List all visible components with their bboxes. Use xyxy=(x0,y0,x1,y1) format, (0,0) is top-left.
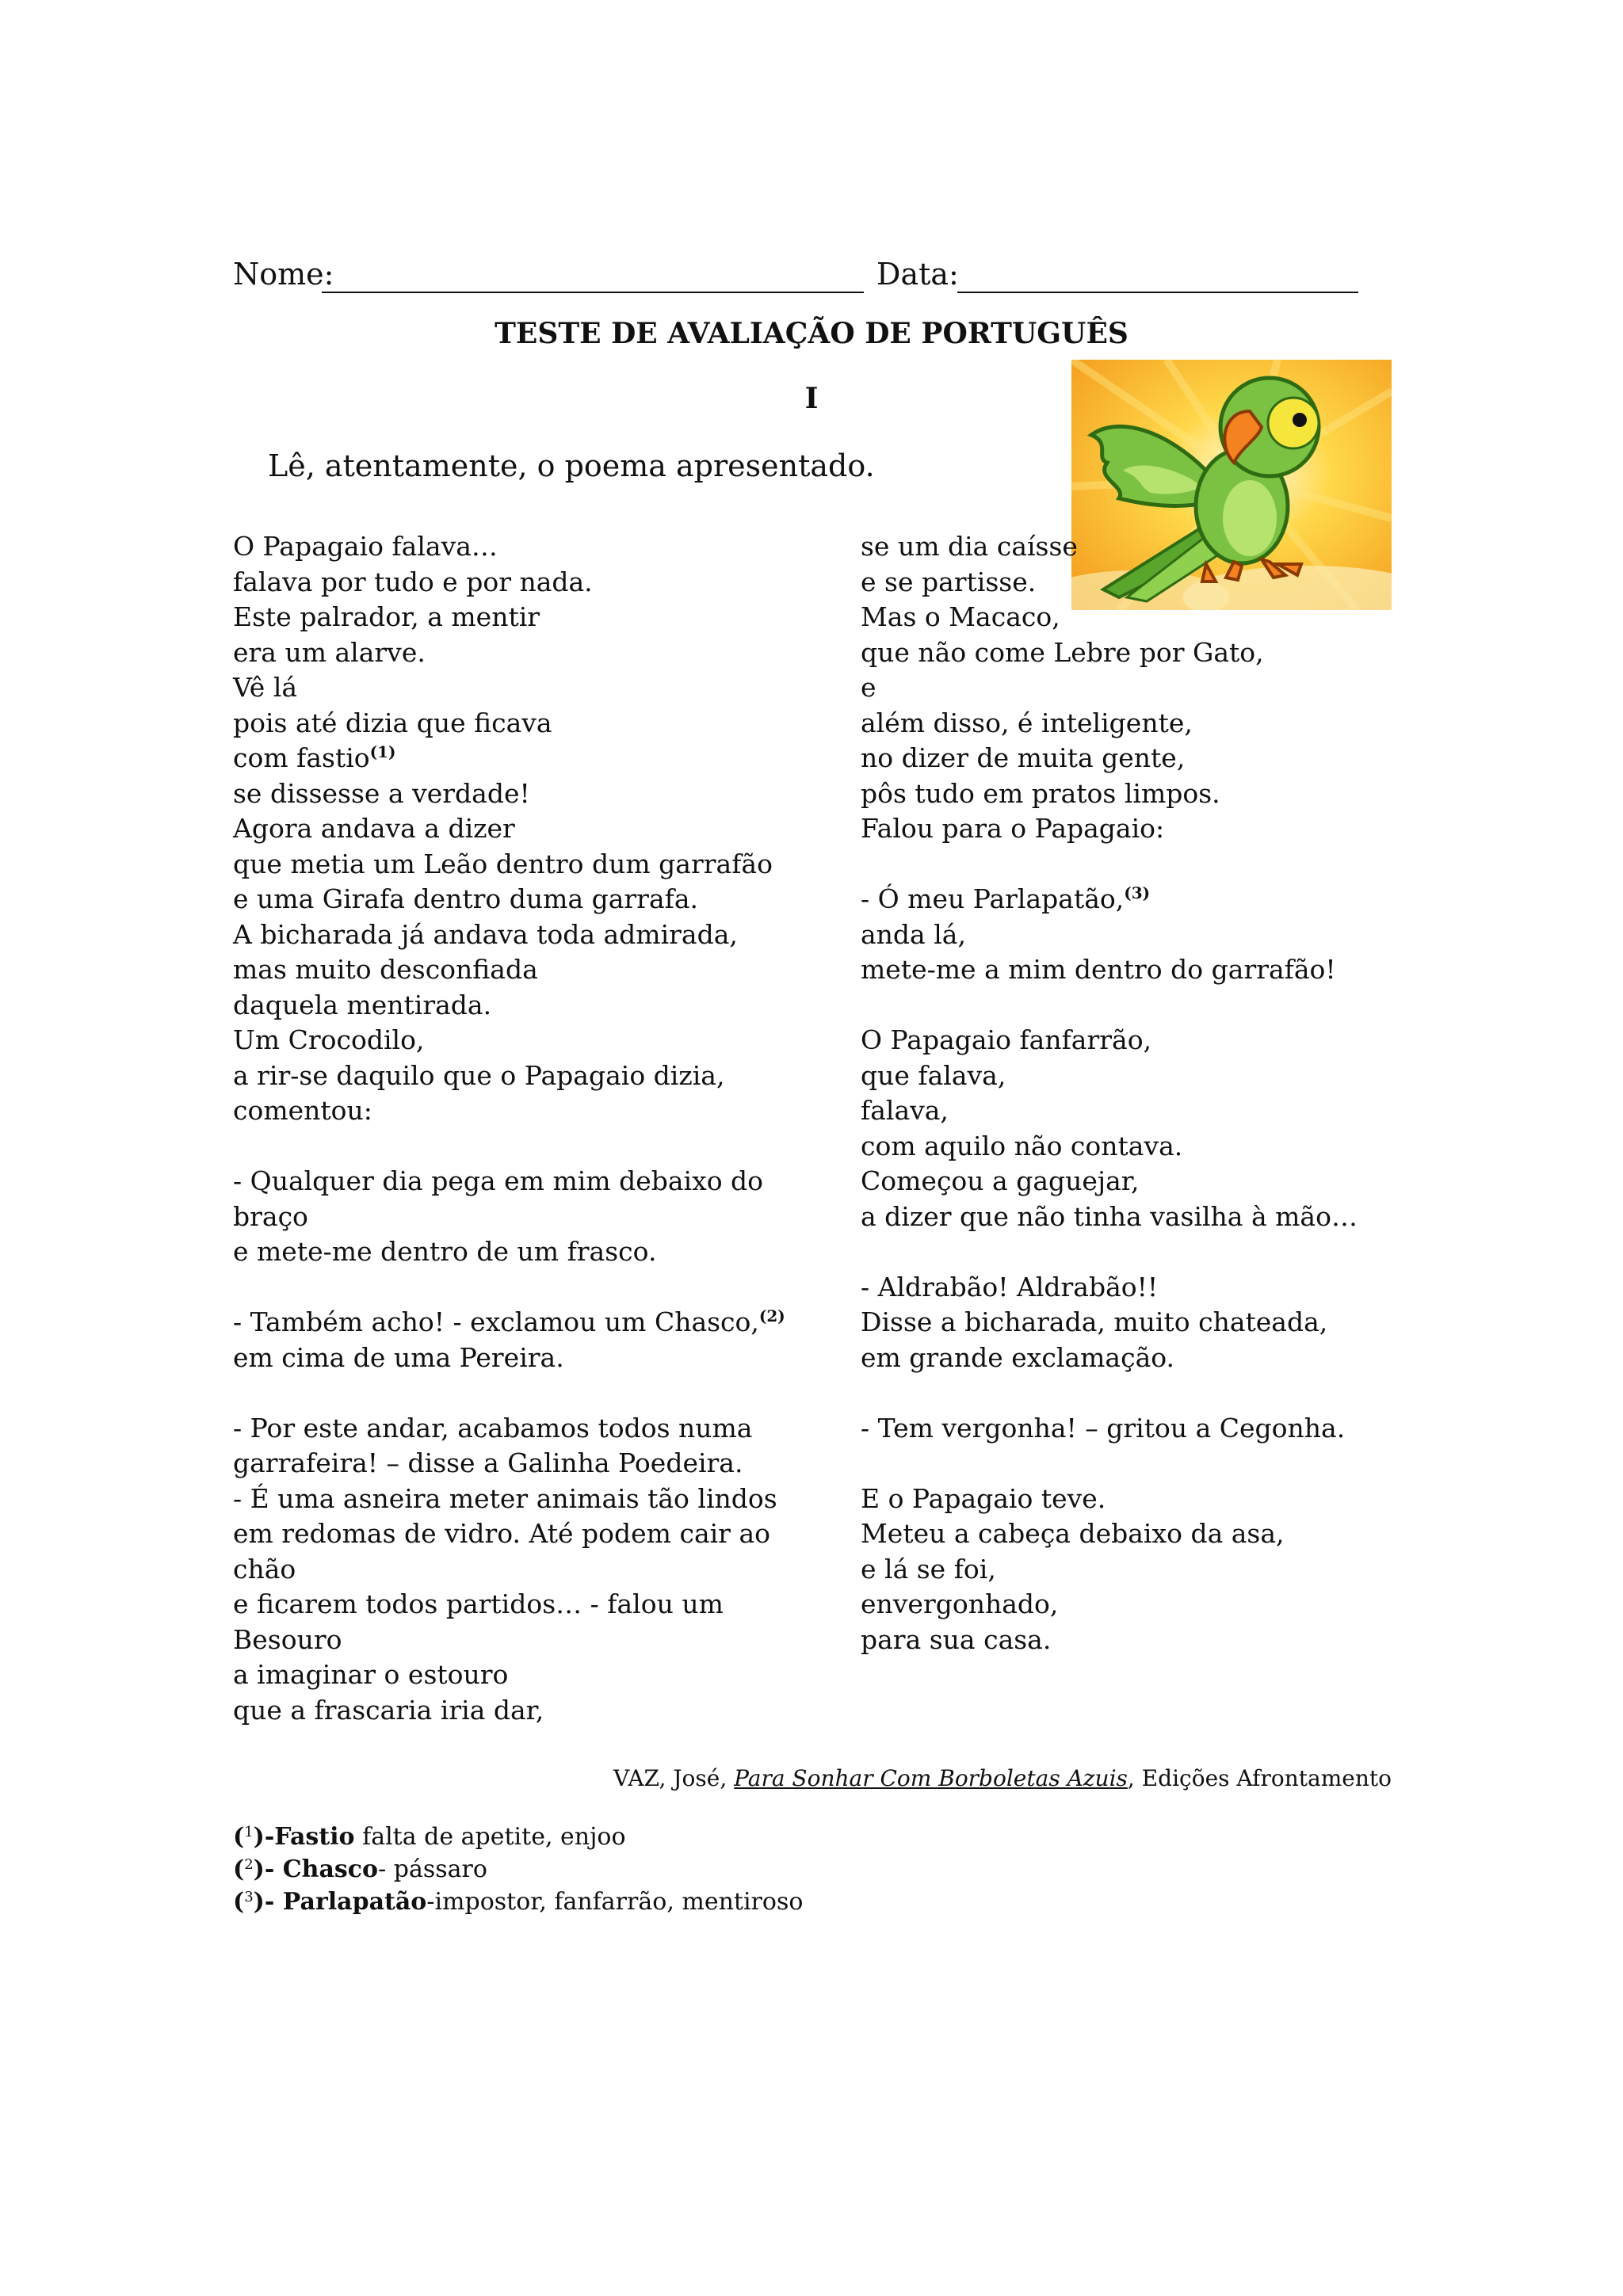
poem-line xyxy=(233,1305,788,1341)
source-citation xyxy=(613,1765,1392,1791)
footnote-open: ( xyxy=(233,1855,245,1883)
footnote-item xyxy=(233,1853,803,1886)
poem-line: envergonhado, xyxy=(861,1589,1059,1619)
poem-line: Começou a gaguejar, xyxy=(861,1165,1140,1196)
footnote-item xyxy=(233,1886,803,1918)
footnote-item xyxy=(233,1821,803,1853)
poem-line: falava por tudo e por nada. xyxy=(233,566,593,597)
footnote-term: -Fastio xyxy=(264,1823,355,1851)
page-title: TESTE DE AVALIAÇÃO DE PORTUGUÊS xyxy=(495,317,1128,350)
poem-line: A bicharada já andava toda admirada, xyxy=(233,918,738,950)
instruction-text: Lê, atentamente, o poema apresentado. xyxy=(268,448,875,483)
poem-line: E o Papagaio teve. xyxy=(861,1482,1106,1514)
poem-line: - Aldrabão! Aldrabão!! xyxy=(861,1271,1159,1302)
footnote-term: - Chasco xyxy=(264,1855,379,1883)
poem-line xyxy=(861,882,1415,917)
poem-line-text: - Também acho! - exclamou um Chasco, xyxy=(233,1306,759,1337)
footnote-open: ( xyxy=(233,1823,245,1851)
poem-line: em cima de uma Pereira. xyxy=(233,1341,564,1373)
stanza-break xyxy=(233,1375,788,1411)
poem-line: que não come Lebre por Gato, xyxy=(861,636,1264,668)
footnote-mark: (3) xyxy=(1124,883,1151,902)
footnote-close: ) xyxy=(253,1888,265,1916)
name-field[interactable] xyxy=(322,292,864,293)
poem-line: a dizer que não tinha vasilha à mão… xyxy=(861,1200,1358,1232)
stanza-break xyxy=(233,1270,788,1306)
poem-line: - É uma asneira meter animais tão lindos xyxy=(233,1482,777,1514)
stanza-break xyxy=(861,1375,1415,1411)
poem-line: O Papagaio fanfarrão, xyxy=(861,1024,1152,1055)
section-number: I xyxy=(804,382,819,415)
stanza-break xyxy=(861,1234,1415,1270)
poem-line: Mas o Macaco, xyxy=(861,601,1060,632)
poem-line: e mete-me dentro de um frasco. xyxy=(233,1236,657,1267)
footnote-open: ( xyxy=(233,1888,245,1916)
stanza-break xyxy=(233,1129,788,1165)
poem-line: que a frascaria iria dar, xyxy=(233,1694,544,1726)
poem-line: garrafeira! – disse a Galinha Poedeira. xyxy=(233,1447,743,1478)
poem-line: pois até dizia que ficava xyxy=(233,707,552,738)
poem-right-column xyxy=(861,529,1415,1657)
poem-line: que metia um Leão dentro dum garrafão xyxy=(233,848,773,879)
poem-left-column xyxy=(233,529,788,1728)
date-label: Data: xyxy=(876,257,959,292)
poem-line: a imaginar o estouro xyxy=(233,1659,509,1690)
footnote-number: 1 xyxy=(244,1824,254,1840)
poem-line: e xyxy=(861,672,876,703)
poem-line: com aquilo não contava. xyxy=(861,1130,1183,1161)
header-line xyxy=(233,252,1358,299)
stanza-break xyxy=(861,1446,1415,1482)
poem-line: para sua casa. xyxy=(861,1623,1052,1655)
poem-line: se um dia caísse xyxy=(861,531,1078,562)
poem-line: era um alarve. xyxy=(233,636,426,668)
poem-line: Meteu a cabeça debaixo da asa, xyxy=(861,1518,1285,1549)
poem-line: pôs tudo em pratos limpos. xyxy=(861,777,1220,809)
poem-line: comentou: xyxy=(233,1095,372,1126)
poem-line-text: - Ó meu Parlapatão, xyxy=(861,883,1125,914)
poem-line: mas muito desconfiada xyxy=(233,954,538,985)
poem-line: braço xyxy=(233,1200,308,1232)
poem-line: Agora andava a dizer xyxy=(233,813,515,844)
poem-line: chão xyxy=(233,1553,296,1585)
footnote-definition: -impostor, fanfarrão, mentiroso xyxy=(426,1888,804,1916)
poem-line: além disso, é inteligente, xyxy=(861,707,1193,738)
poem-line: Falou para o Papagaio: xyxy=(861,813,1165,844)
poem-line xyxy=(233,741,788,776)
footnotes xyxy=(233,1821,803,1918)
footnote-definition: falta de apetite, enjoo xyxy=(354,1823,626,1851)
poem-line: Vê lá xyxy=(233,672,298,703)
poem-line: Um Crocodilo, xyxy=(233,1024,425,1055)
footnote-term: - Parlapatão xyxy=(264,1888,427,1916)
footnote-number: 2 xyxy=(244,1856,254,1873)
footnote-mark: (2) xyxy=(758,1306,785,1325)
poem-line: daquela mentirada. xyxy=(233,989,492,1020)
footnote-definition: - pássaro xyxy=(378,1855,487,1883)
poem-line: se dissesse a verdade! xyxy=(233,777,530,809)
poem-line: - Qualquer dia pega em mim debaixo do xyxy=(233,1165,764,1196)
poem-line: O Papagaio falava… xyxy=(233,531,498,562)
footnote-number: 3 xyxy=(244,1889,254,1905)
footnote-close: ) xyxy=(253,1823,265,1851)
date-field[interactable] xyxy=(957,292,1358,293)
poem-line: - Tem vergonha! – gritou a Cegonha. xyxy=(861,1412,1346,1444)
poem-line: a rir-se daquilo que o Papagaio dizia, xyxy=(233,1059,725,1091)
poem-line: que falava, xyxy=(861,1059,1006,1091)
source-author: VAZ, José, xyxy=(613,1765,735,1791)
poem-line-text: com fastio xyxy=(233,742,370,773)
footnote-mark: (1) xyxy=(369,742,396,761)
poem-line: em redomas de vidro. Até podem cair ao xyxy=(233,1518,770,1549)
poem-line: anda lá, xyxy=(861,918,966,950)
poem-line: Besouro xyxy=(233,1623,342,1655)
poem-line: falava, xyxy=(861,1095,949,1126)
poem-line: - Por este andar, acabamos todos numa xyxy=(233,1412,753,1444)
poem-line: e ficarem todos partidos… - falou um xyxy=(233,1589,724,1619)
stanza-break xyxy=(861,847,1415,883)
poem-line: e uma Girafa dentro duma garrafa. xyxy=(233,883,699,914)
poem-line: em grande exclamação. xyxy=(861,1341,1175,1373)
footnote-close: ) xyxy=(253,1855,265,1883)
poem-line: Disse a bicharada, muito chateada, xyxy=(861,1306,1328,1337)
source-book-title: Para Sonhar Com Borboletas Azuis xyxy=(734,1765,1128,1791)
poem-line: e se partisse. xyxy=(861,566,1037,597)
poem-line: Este palrador, a mentir xyxy=(233,601,540,632)
poem-line: mete-me a mim dentro do garrafão! xyxy=(861,954,1336,985)
name-label: Nome: xyxy=(233,257,334,292)
stanza-break xyxy=(861,988,1415,1024)
source-publisher: , Edições Afrontamento xyxy=(1127,1765,1392,1791)
poem-line: e lá se foi, xyxy=(861,1553,996,1585)
poem-line: no dizer de muita gente, xyxy=(861,742,1186,773)
